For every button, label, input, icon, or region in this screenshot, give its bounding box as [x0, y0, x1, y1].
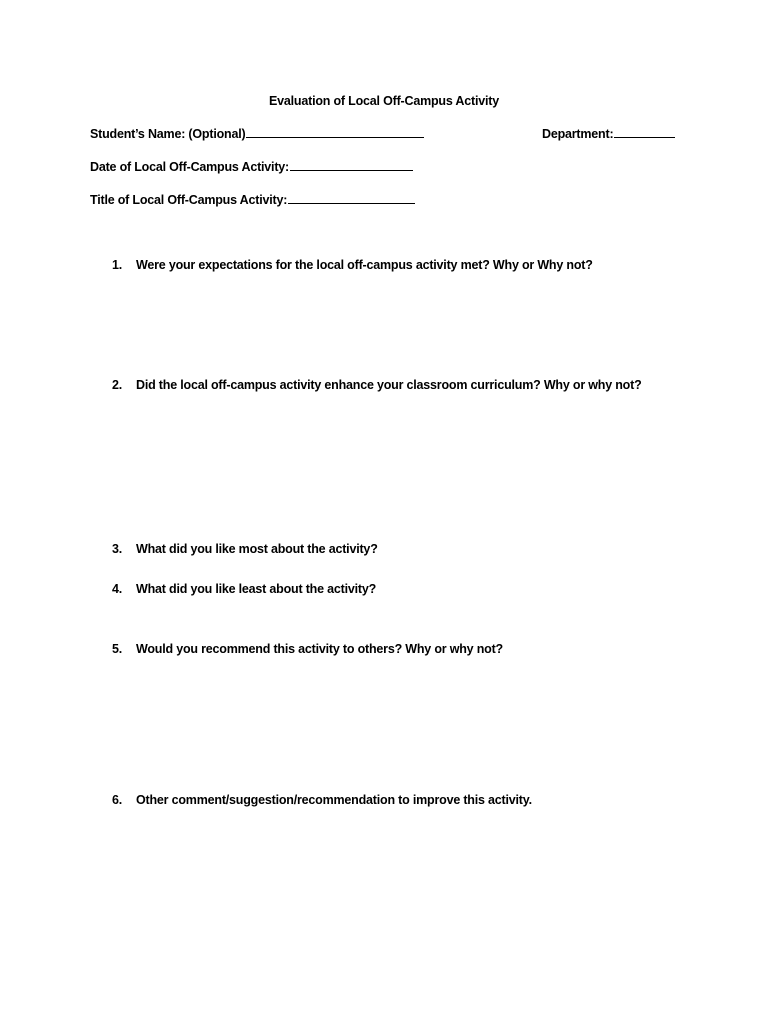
question-text: What did you like least about the activity?	[136, 582, 377, 596]
question-text: Did the local off-campus activity enhance your classroom curriculum? Why or why not?	[136, 378, 642, 392]
activity-title-label: Title of Local Off-Campus Activity:	[90, 193, 288, 207]
date-field	[90, 159, 413, 174]
activity-title-blank[interactable]	[288, 192, 415, 204]
form-title: Evaluation of Local Off-Campus Activity	[269, 94, 499, 108]
student-name-label: Student’s Name: (Optional)	[90, 127, 246, 141]
activity-title-field	[90, 192, 415, 207]
question-text: Were your expectations for the local off-campus activity met? Why or Why not?	[136, 258, 593, 272]
question-number: 5.	[112, 642, 123, 656]
student-name-blank[interactable]	[246, 126, 424, 138]
date-label: Date of Local Off-Campus Activity:	[90, 160, 290, 174]
question-text: Other comment/suggestion/recommendation to improve this activity.	[136, 793, 532, 807]
question-number: 2.	[112, 378, 123, 392]
question-number: 6.	[112, 793, 123, 807]
department-blank[interactable]	[614, 126, 675, 138]
question-number: 4.	[112, 582, 123, 596]
question-number: 3.	[112, 542, 123, 556]
question-number: 1.	[112, 258, 123, 272]
student-name-field	[90, 126, 424, 141]
question-text: What did you like most about the activity?	[136, 542, 378, 556]
department-field	[542, 126, 675, 141]
department-label: Department:	[542, 127, 614, 141]
date-blank[interactable]	[290, 159, 413, 171]
question-text: Would you recommend this activity to others? Why or why not?	[136, 642, 503, 656]
